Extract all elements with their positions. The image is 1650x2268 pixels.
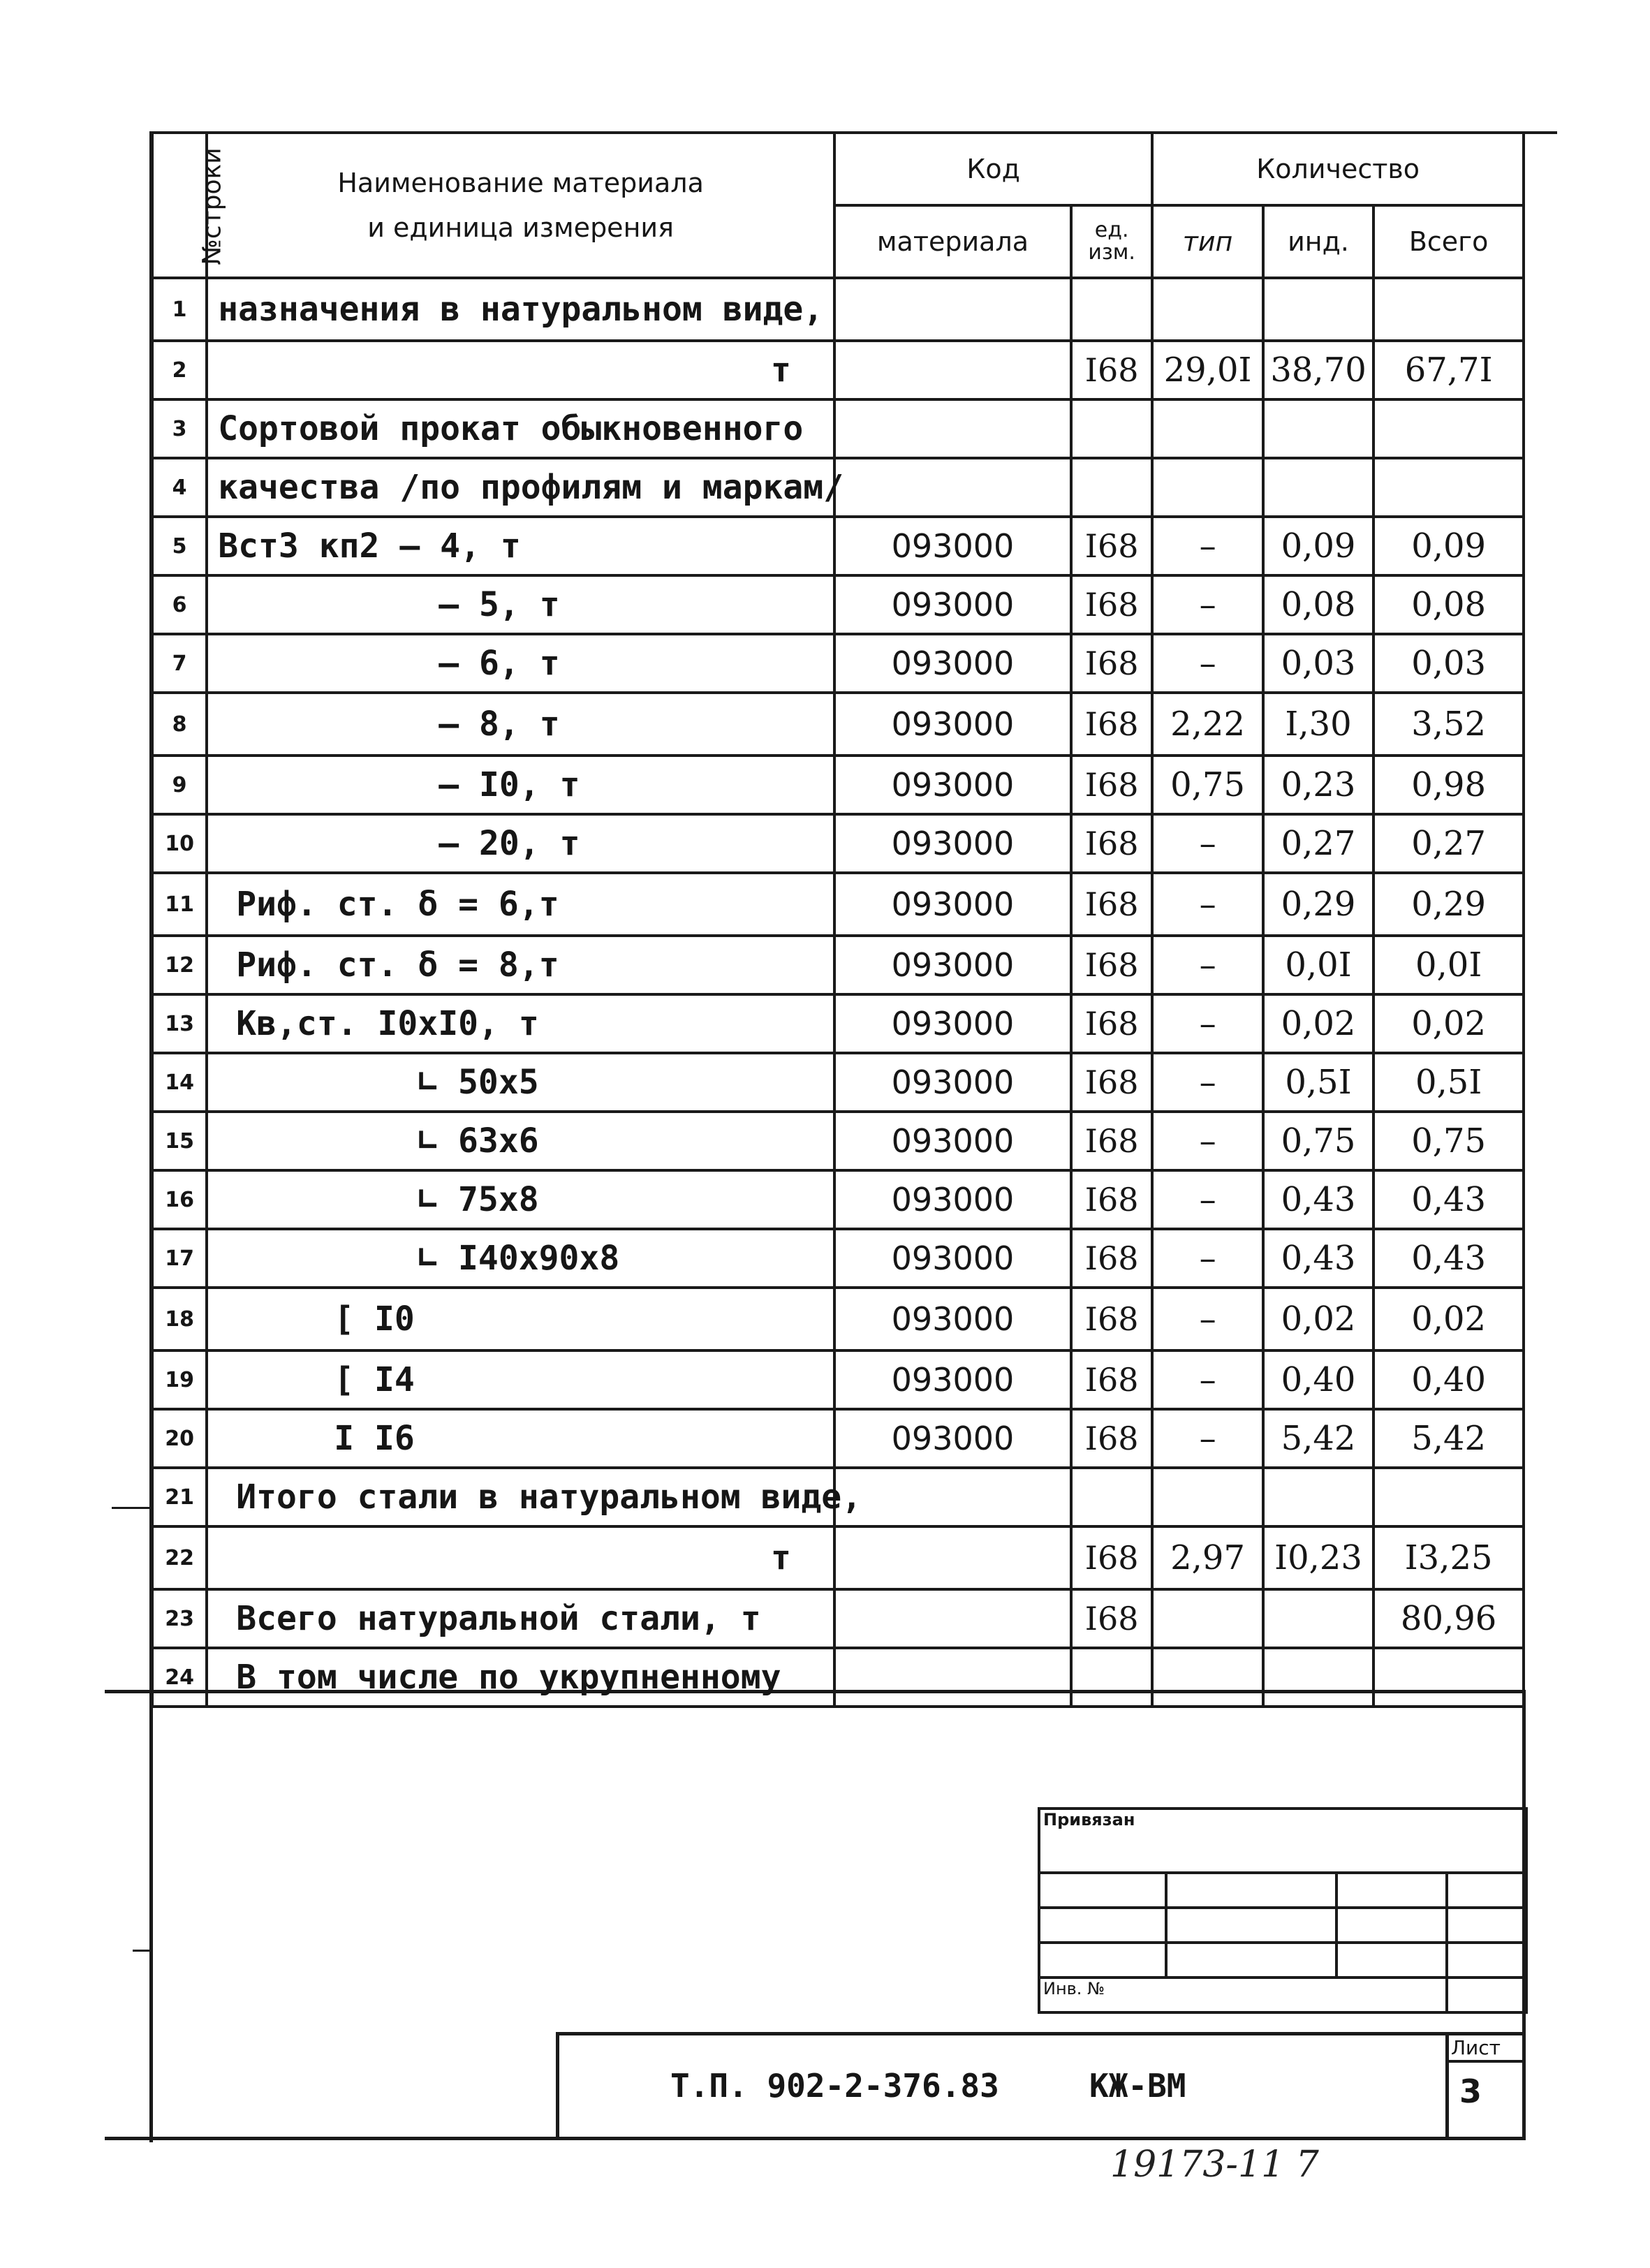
stamp-cell — [1039, 1943, 1166, 1978]
material-code-cell: 093000 — [834, 994, 1071, 1053]
row-number-cell: 2 — [152, 341, 207, 399]
material-code-cell: 093000 — [834, 1112, 1071, 1170]
row-number-cell: 9 — [152, 756, 207, 814]
material-name-cell: Риф. ст. δ = 8,т — [207, 936, 834, 994]
row-number-cell: 20 — [152, 1409, 207, 1468]
individual-quantity-cell: 0,09 — [1263, 517, 1373, 575]
material-code-cell: 093000 — [834, 1170, 1071, 1229]
unit-code-cell: I68 — [1071, 1053, 1152, 1112]
code-group-header: Код — [834, 133, 1152, 205]
individual-quantity-cell: 0,43 — [1263, 1229, 1373, 1288]
stamp-cell — [1447, 1873, 1526, 1908]
unit-code-cell: I68 — [1071, 575, 1152, 634]
individual-quantity-cell: 0,0I — [1263, 936, 1373, 994]
total-quantity-cell: 0,02 — [1373, 994, 1524, 1053]
individual-quantity-cell: I0,23 — [1263, 1526, 1373, 1589]
sheet-label: Лист — [1451, 2036, 1501, 2059]
material-name-cell: Кв,ст. I0хI0, т — [207, 994, 834, 1053]
unit-code-cell: I68 — [1071, 1526, 1152, 1589]
table-row — [152, 341, 1524, 399]
unit-code-cell — [1071, 278, 1152, 341]
row-number-cell: 18 — [152, 1288, 207, 1350]
type-quantity-cell — [1152, 1468, 1262, 1526]
material-name-cell: т — [207, 1526, 834, 1589]
unit-code-cell — [1071, 1648, 1152, 1707]
material-name-cell: т — [207, 341, 834, 399]
table-row — [152, 399, 1524, 458]
total-quantity-cell — [1373, 1648, 1524, 1707]
material-name-cell: Итого стали в натуральном виде, — [207, 1468, 834, 1526]
table-row — [152, 873, 1524, 936]
total-quantity-cell: 0,75 — [1373, 1112, 1524, 1170]
document-mark: КЖ-ВМ — [1089, 2067, 1186, 2105]
type-quantity-cell: – — [1152, 1288, 1262, 1350]
row-number-cell: 3 — [152, 399, 207, 458]
table-row — [152, 1409, 1524, 1468]
table-row — [152, 1112, 1524, 1170]
table-row — [152, 1229, 1524, 1288]
total-quantity-cell: 0,98 — [1373, 756, 1524, 814]
individual-quantity-cell — [1263, 399, 1373, 458]
material-code-cell: 093000 — [834, 634, 1071, 693]
individual-quantity-cell: 0,08 — [1263, 575, 1373, 634]
stamp-cell — [1336, 1943, 1447, 1978]
material-name-cell: Риф. ст. δ = 6,т — [207, 873, 834, 936]
type-quantity-cell: 29,0I — [1152, 341, 1262, 399]
unit-code-cell: I68 — [1071, 756, 1152, 814]
individual-quantity-cell — [1263, 1589, 1373, 1648]
table-row — [152, 458, 1524, 517]
material-name-header — [207, 133, 834, 278]
material-name-cell: – I0, т — [207, 756, 834, 814]
row-number-header — [152, 133, 227, 278]
individual-quantity-cell: 0,75 — [1263, 1112, 1373, 1170]
type-quantity-cell: – — [1152, 1350, 1262, 1409]
document-code: Т.П. 902-2-376.83 — [670, 2067, 999, 2105]
code-material-header: материала — [834, 205, 1071, 278]
material-code-cell: 093000 — [834, 575, 1071, 634]
individual-quantity-cell — [1263, 1468, 1373, 1526]
attachment-stamp — [1038, 1807, 1528, 2014]
type-quantity-cell: – — [1152, 873, 1262, 936]
individual-quantity-cell — [1263, 278, 1373, 341]
table-row — [152, 1648, 1524, 1707]
individual-quantity-header: инд. — [1263, 205, 1373, 278]
unit-code-cell: I68 — [1071, 1112, 1152, 1170]
unit-code-cell — [1071, 458, 1152, 517]
row-number-cell: 21 — [152, 1468, 207, 1526]
stamp-cell — [1166, 1908, 1336, 1943]
table-row — [152, 1526, 1524, 1589]
type-quantity-cell: – — [1152, 1170, 1262, 1229]
material-code-cell — [834, 399, 1071, 458]
type-quantity-cell — [1152, 399, 1262, 458]
type-quantity-cell — [1152, 278, 1262, 341]
material-code-cell — [834, 1589, 1071, 1648]
table-row — [152, 1053, 1524, 1112]
material-code-cell — [834, 341, 1071, 399]
unit-code-cell: I68 — [1071, 1288, 1152, 1350]
material-code-cell: 093000 — [834, 756, 1071, 814]
total-quantity-cell: 0,43 — [1373, 1170, 1524, 1229]
unit-code-cell: I68 — [1071, 1170, 1152, 1229]
material-code-cell — [834, 1526, 1071, 1589]
sheet-number: 3 — [1459, 2072, 1482, 2110]
type-quantity-cell — [1152, 1589, 1262, 1648]
material-name-header-line2: и единица измерения — [367, 212, 674, 243]
attached-label: Привязан — [1039, 1809, 1526, 1873]
row-number-cell: 8 — [152, 693, 207, 756]
unit-header: ед. изм. — [1071, 205, 1152, 278]
total-quantity-cell: 0,40 — [1373, 1350, 1524, 1409]
unit-code-cell: I68 — [1071, 1350, 1152, 1409]
type-quantity-cell: – — [1152, 1229, 1262, 1288]
type-quantity-cell: – — [1152, 1409, 1262, 1468]
material-rows — [152, 278, 1524, 1707]
stamp-cell — [1166, 1943, 1336, 1978]
row-number-cell: 15 — [152, 1112, 207, 1170]
individual-quantity-cell: 0,40 — [1263, 1350, 1373, 1409]
frame-bottom-line — [105, 2137, 1525, 2140]
individual-quantity-cell: 0,23 — [1263, 756, 1373, 814]
type-quantity-cell: 2,97 — [1152, 1526, 1262, 1589]
material-code-cell — [834, 458, 1071, 517]
inventory-number-label: Инв. № — [1039, 1978, 1447, 2012]
material-code-cell: 093000 — [834, 1229, 1071, 1288]
table-row — [152, 517, 1524, 575]
stamp-cell — [1447, 1978, 1526, 2012]
table-row — [152, 756, 1524, 814]
row-number-cell: 5 — [152, 517, 207, 575]
individual-quantity-cell — [1263, 458, 1373, 517]
row-number-cell: 7 — [152, 634, 207, 693]
total-quantity-cell — [1373, 1468, 1524, 1526]
unit-code-cell: I68 — [1071, 693, 1152, 756]
unit-code-cell: I68 — [1071, 1589, 1152, 1648]
material-name-cell: I I6 — [207, 1409, 834, 1468]
table-row — [152, 814, 1524, 873]
row-number-cell: 13 — [152, 994, 207, 1053]
individual-quantity-cell: 0,43 — [1263, 1170, 1373, 1229]
total-quantity-cell: 3,52 — [1373, 693, 1524, 756]
total-quantity-cell: 0,08 — [1373, 575, 1524, 634]
row-number-cell: 24 — [152, 1648, 207, 1707]
type-quantity-header: тип — [1152, 205, 1262, 278]
row-number-cell: 10 — [152, 814, 207, 873]
row-number-cell: 17 — [152, 1229, 207, 1288]
material-name-cell: – 5, т — [207, 575, 834, 634]
row-number-cell: 23 — [152, 1589, 207, 1648]
material-code-cell: 093000 — [834, 873, 1071, 936]
individual-quantity-cell: 0,27 — [1263, 814, 1373, 873]
table-row — [152, 575, 1524, 634]
row-number-header-label: №строки — [198, 147, 227, 265]
stamp-cell — [1447, 1908, 1526, 1943]
material-name-cell: [ I4 — [207, 1350, 834, 1409]
total-quantity-cell — [1373, 458, 1524, 517]
row-number-cell: 14 — [152, 1053, 207, 1112]
stamp-cell — [1166, 1873, 1336, 1908]
material-name-cell: – 6, т — [207, 634, 834, 693]
total-quantity-cell: 80,96 — [1373, 1589, 1524, 1648]
total-quantity-cell: 0,03 — [1373, 634, 1524, 693]
row-number-cell: 22 — [152, 1526, 207, 1589]
material-code-cell: 093000 — [834, 517, 1071, 575]
type-quantity-cell: – — [1152, 994, 1262, 1053]
individual-quantity-cell — [1263, 1648, 1373, 1707]
material-name-cell: – 8, т — [207, 693, 834, 756]
material-code-cell: 093000 — [834, 1053, 1071, 1112]
total-quantity-cell: 0,43 — [1373, 1229, 1524, 1288]
handwritten-archive-number: 19173-11 7 — [1110, 2144, 1319, 2186]
material-name-cell: назначения в натуральном виде, — [207, 278, 834, 341]
individual-quantity-cell: 0,29 — [1263, 873, 1373, 936]
stamp-cell — [1039, 1873, 1166, 1908]
type-quantity-cell: – — [1152, 936, 1262, 994]
individual-quantity-cell: 0,03 — [1263, 634, 1373, 693]
total-quantity-cell: 0,27 — [1373, 814, 1524, 873]
row-number-cell: 16 — [152, 1170, 207, 1229]
individual-quantity-cell: I,30 — [1263, 693, 1373, 756]
type-quantity-cell: – — [1152, 1112, 1262, 1170]
row-number-cell: 1 — [152, 278, 207, 341]
type-quantity-cell: 0,75 — [1152, 756, 1262, 814]
unit-code-cell — [1071, 399, 1152, 458]
material-name-cell: ∟ 50х5 — [207, 1053, 834, 1112]
type-quantity-cell — [1152, 458, 1262, 517]
unit-code-cell — [1071, 1468, 1152, 1526]
material-name-cell: В том числе по укрупненному — [207, 1648, 834, 1707]
material-code-cell — [834, 1468, 1071, 1526]
table-row — [152, 1468, 1524, 1526]
individual-quantity-cell: 38,70 — [1263, 341, 1373, 399]
row-number-cell: 6 — [152, 575, 207, 634]
sheet-divider — [1445, 2060, 1525, 2063]
material-spec-table — [151, 131, 1525, 1708]
table-row — [152, 634, 1524, 693]
total-quantity-cell: 67,7I — [1373, 341, 1524, 399]
unit-code-cell: I68 — [1071, 634, 1152, 693]
type-quantity-cell: – — [1152, 517, 1262, 575]
unit-code-cell: I68 — [1071, 1229, 1152, 1288]
unit-code-cell: I68 — [1071, 814, 1152, 873]
table-row — [152, 1350, 1524, 1409]
total-quantity-cell: 0,02 — [1373, 1288, 1524, 1350]
total-quantity-cell: I3,25 — [1373, 1526, 1524, 1589]
table-row — [152, 936, 1524, 994]
total-quantity-cell: 0,5I — [1373, 1053, 1524, 1112]
row-number-cell: 4 — [152, 458, 207, 517]
material-name-cell: [ I0 — [207, 1288, 834, 1350]
material-name-header-line1: Наименование материала — [337, 168, 704, 198]
individual-quantity-cell: 5,42 — [1263, 1409, 1373, 1468]
quantity-group-header: Количество — [1152, 133, 1524, 205]
row-number-cell: 19 — [152, 1350, 207, 1409]
material-code-cell — [834, 278, 1071, 341]
table-row — [152, 278, 1524, 341]
type-quantity-cell: – — [1152, 575, 1262, 634]
total-quantity-cell: 0,29 — [1373, 873, 1524, 936]
material-code-cell: 093000 — [834, 1409, 1071, 1468]
type-quantity-cell: – — [1152, 1053, 1262, 1112]
stamp-cell — [1039, 1908, 1166, 1943]
type-quantity-cell — [1152, 1648, 1262, 1707]
individual-quantity-cell: 0,02 — [1263, 1288, 1373, 1350]
material-name-cell: ∟ I40х90х8 — [207, 1229, 834, 1288]
material-name-cell: – 20, т — [207, 814, 834, 873]
type-quantity-cell: – — [1152, 814, 1262, 873]
material-name-cell: Всего натуральной стали, т — [207, 1589, 834, 1648]
margin-tick-2 — [133, 1950, 151, 1952]
total-quantity-cell — [1373, 399, 1524, 458]
material-name-cell: Вст3 кп2 – 4, т — [207, 517, 834, 575]
unit-code-cell: I68 — [1071, 517, 1152, 575]
total-quantity-cell — [1373, 278, 1524, 341]
unit-code-cell: I68 — [1071, 936, 1152, 994]
row-number-cell: 12 — [152, 936, 207, 994]
total-quantity-cell: 0,09 — [1373, 517, 1524, 575]
margin-tick-1 — [112, 1507, 151, 1509]
total-quantity-cell: 5,42 — [1373, 1409, 1524, 1468]
table-row — [152, 1589, 1524, 1648]
unit-code-cell: I68 — [1071, 873, 1152, 936]
total-quantity-header: Всего — [1373, 205, 1524, 278]
table-row — [152, 1288, 1524, 1350]
row-number-cell: 11 — [152, 873, 207, 936]
unit-code-cell: I68 — [1071, 994, 1152, 1053]
individual-quantity-cell: 0,5I — [1263, 1053, 1373, 1112]
material-name-cell: качества /по профилям и маркам/ — [207, 458, 834, 517]
material-code-cell: 093000 — [834, 814, 1071, 873]
unit-code-cell: I68 — [1071, 1409, 1152, 1468]
material-name-cell: Сортовой прокат обыкновенного — [207, 399, 834, 458]
material-code-cell: 093000 — [834, 1288, 1071, 1350]
type-quantity-cell: – — [1152, 634, 1262, 693]
material-code-cell: 093000 — [834, 1350, 1071, 1409]
stamp-cell — [1336, 1908, 1447, 1943]
material-code-cell: 093000 — [834, 693, 1071, 756]
table-row — [152, 994, 1524, 1053]
material-code-cell: 093000 — [834, 936, 1071, 994]
table-row — [152, 693, 1524, 756]
unit-code-cell: I68 — [1071, 341, 1152, 399]
material-name-cell: ∟ 75х8 — [207, 1170, 834, 1229]
stamp-cell — [1336, 1873, 1447, 1908]
material-name-cell: ∟ 63х6 — [207, 1112, 834, 1170]
individual-quantity-cell: 0,02 — [1263, 994, 1373, 1053]
total-quantity-cell: 0,0I — [1373, 936, 1524, 994]
table-row — [152, 1170, 1524, 1229]
material-code-cell — [834, 1648, 1071, 1707]
stamp-cell — [1447, 1943, 1526, 1978]
type-quantity-cell: 2,22 — [1152, 693, 1262, 756]
